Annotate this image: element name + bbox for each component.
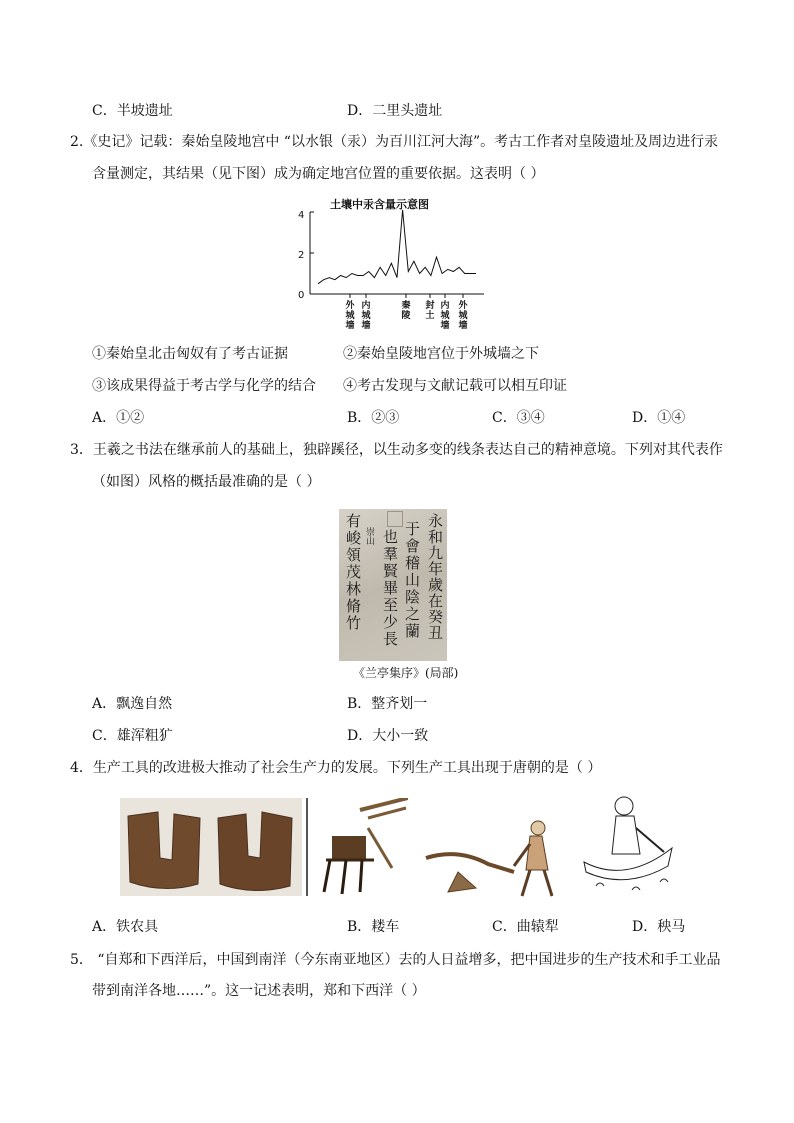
y-tick-label-0: 0	[298, 290, 305, 301]
q2-option-b: B．②③	[347, 410, 400, 426]
site-label-0: 外城墙	[345, 301, 355, 331]
q2-stem-line1: 2.《史记》记载：秦始皇陵地宫中 “以水银（汞）为百川江河大海”。考古工作者对皇陵遗址及周边进行汞	[70, 134, 719, 150]
q4-option-d: D．秧马	[632, 919, 686, 935]
seal-stamp	[387, 511, 403, 527]
q4-option-b: B．耧车	[347, 919, 400, 935]
site-label-4: 内城墙	[440, 301, 450, 331]
q4-option-c: C．曲辕犁	[492, 919, 559, 935]
mercury-series-line	[318, 210, 476, 284]
site-label-2: 秦陵	[401, 301, 411, 321]
q2-option-a: A．①②	[92, 410, 145, 426]
y-tick-label-4: 4	[298, 210, 305, 221]
q4-stem: 4．生产工具的改进极大推动了社会生产力的发展。下列生产工具出现于唐朝的是（ ）	[70, 760, 602, 776]
site-label-3: 封土	[425, 301, 435, 321]
q3-image-caption: 《兰亭集序》(局部)	[353, 666, 459, 680]
site-label-5: 外城墙	[458, 301, 468, 331]
mercury-chart	[286, 196, 494, 336]
q3-option-d: D．大小一致	[347, 728, 429, 744]
image-divider	[306, 798, 308, 896]
q5-stem-line1: 5． “自郑和下西洋后，中国到南洋（今东南亚地区）去的人日益增多，把中国进步的生产技术和手工业品	[70, 952, 721, 968]
iron-tools-image	[120, 798, 302, 896]
calligraphy-column-3: 也羣賢畢至少長	[381, 529, 399, 648]
lanting-calligraphy-image	[339, 509, 447, 661]
q2-stem-line2: 含量测定，其结果（见下图）成为确定地宫位置的重要依据。这表明（ ）	[92, 166, 545, 182]
y-tick-label-2: 2	[298, 250, 305, 261]
q2-statement-3: ③该成果得益于考古学与化学的结合	[92, 378, 316, 394]
q2-statement-2: ②秦始皇陵地宫位于外城墙之下	[343, 346, 539, 362]
calligraphy-column-2: 于會稽山陰之蘭	[403, 521, 421, 640]
q1-option-c: C．半坡遗址	[92, 103, 173, 119]
q1-option-d: D．二里头遗址	[347, 103, 443, 119]
q3-stem-line1: 3．王羲之书法在继承前人的基础上，独辟蹊径，以生动多变的线条表达自己的精神意境。下列对其代表作	[70, 442, 723, 458]
site-label-1: 内城墙	[361, 301, 371, 331]
calligraphy-column-1: 永和九年歲在癸丑	[426, 513, 444, 641]
q4-option-a: A．铁农具	[92, 919, 159, 935]
q2-option-c: C．③④	[492, 410, 545, 426]
q2-statement-1: ①秦始皇北击匈奴有了考古证据	[92, 346, 288, 362]
q2-option-d: D．①④	[632, 410, 686, 426]
q3-option-c: C．雄浑粗犷	[92, 728, 173, 744]
seed-drill-image	[312, 798, 408, 896]
calligraphy-column-4: 崇山	[364, 527, 374, 545]
q3-option-b: B．整齐划一	[347, 696, 428, 712]
chart-title: 土壤中汞含量示意图	[330, 198, 429, 211]
q3-option-a: A．飘逸自然	[92, 696, 173, 712]
curved-plow-image	[418, 818, 574, 898]
calligraphy-column-5: 有峻領茂林脩竹	[344, 513, 362, 632]
q2-statement-4: ④考古发现与文献记载可以相互印证	[343, 378, 567, 394]
q5-stem-line2: 带到南洋各地……”。这一记述表明，郑和下西洋（ ）	[92, 983, 426, 999]
q3-stem-line2: （如图）风格的概括最准确的是（ ）	[92, 474, 321, 490]
rice-seedling-horse-image	[576, 792, 688, 898]
